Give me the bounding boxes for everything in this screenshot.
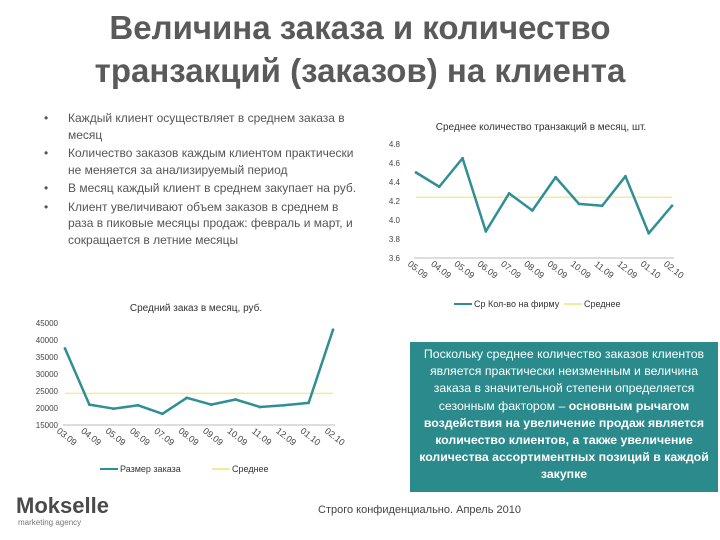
- order-size-x-tick-label: 04.09: [79, 425, 104, 448]
- transactions-chart-title: Среднее количество транзакций в месяц, шт.: [435, 122, 647, 133]
- transactions-y-tick-label: 4.0: [388, 216, 400, 225]
- order-size-x-tick-label: 12.09: [274, 425, 299, 448]
- conclusion-callout: [410, 342, 718, 492]
- order-size-legend-average: Среднее: [232, 464, 269, 474]
- bullet-item: • В месяц каждый клиент в среднем закупает на руб.: [44, 180, 362, 197]
- transactions-data-point: [601, 204, 604, 207]
- order-size-chart-title: Средний заказ в месяц, руб.: [129, 303, 263, 314]
- order-size-data-point: [185, 396, 188, 399]
- order-size-data-point: [137, 404, 140, 407]
- bullet-item: • Клиент увеличивают объем заказов в среднем в раза в пиковые месяцы продаж: февраль и март, и сокращается в летние месяцы: [44, 199, 362, 249]
- transactions-x-tick-label: 05.09: [405, 258, 430, 281]
- transactions-y-tick-label: 3.8: [388, 235, 400, 244]
- transactions-x-tick-label: 05.09: [452, 258, 477, 281]
- transactions-x-tick-label: 08.09: [522, 258, 547, 281]
- transactions-data-point: [624, 175, 627, 178]
- transactions-data-point: [578, 202, 581, 205]
- transactions-x-tick-label: 07.09: [498, 258, 523, 281]
- order-size-y-tick-label: 15000: [35, 421, 58, 430]
- transactions-x-tick-label: 12.09: [615, 258, 640, 281]
- order-size-data-point: [259, 406, 262, 409]
- transactions-y-tick-label: 4.2: [388, 197, 400, 206]
- transactions-data-point: [647, 232, 650, 235]
- order-size-x-tick-label: 03.09: [54, 425, 79, 448]
- order-size-x-tick-label: 01.10: [298, 425, 323, 448]
- order-size-y-tick-label: 30000: [35, 370, 58, 379]
- transactions-data-point: [461, 157, 464, 160]
- callout-text: Поскольку среднее количество заказов клиентов является практически неизменным и величина заказа в значительной степени определяется сезонным фактором –: [423, 347, 705, 413]
- order-size-data-point: [332, 328, 335, 331]
- order-size-y-tick-label: 20000: [35, 404, 58, 413]
- order-size-data-point: [283, 404, 286, 407]
- order-size-x-tick-label: 08.09: [176, 425, 201, 448]
- order-size-data-point: [234, 398, 237, 401]
- transactions-legend-average: Среднее: [584, 299, 621, 309]
- bullet-item: • Количество заказов каждым клиентом практически не меняется за анализируемый период: [44, 145, 362, 178]
- order-size-data-point: [161, 412, 164, 415]
- order-size-y-tick-label: 45000: [35, 319, 58, 328]
- order-size-x-tick-label: 10.09: [225, 425, 250, 448]
- order-size-x-tick-label: 11.09: [250, 425, 274, 448]
- order-size-data-point: [88, 403, 91, 406]
- order-size-y-tick-label: 25000: [35, 387, 58, 396]
- transactions-data-point: [554, 176, 557, 179]
- order-size-y-tick-label: 35000: [35, 353, 58, 362]
- order-size-data-point: [307, 402, 310, 405]
- order-size-data-point: [210, 403, 213, 406]
- transactions-y-tick-label: 4.4: [388, 178, 400, 187]
- title-line-1: Величина заказа и количество: [109, 9, 611, 46]
- transactions-series-line: [416, 158, 672, 233]
- transactions-x-tick-label: 10.09: [568, 258, 593, 281]
- transactions-legend-series: Ср Кол-во на фирму: [474, 299, 560, 309]
- transactions-data-point: [531, 209, 534, 212]
- transactions-y-tick-label: 3.6: [388, 254, 400, 263]
- footer-note: Строго конфиденциально. Апрель 2010: [318, 504, 521, 516]
- company-logo: [16, 494, 109, 528]
- logo-subtitle: marketing agency: [18, 518, 82, 527]
- order-size-x-tick-label: 05.09: [103, 425, 128, 448]
- order-size-x-tick-label: 06.09: [127, 425, 152, 448]
- transactions-x-tick-label: 11.09: [592, 258, 616, 281]
- transactions-data-point: [484, 230, 487, 233]
- order-size-x-tick-label: 09.09: [201, 425, 225, 448]
- order-size-x-tick-label: 02.10: [322, 425, 347, 448]
- order-size-y-tick-label: 40000: [35, 336, 58, 345]
- transactions-x-tick-label: 04.09: [429, 258, 454, 281]
- transactions-x-tick-label: 09.09: [545, 258, 570, 281]
- transactions-x-tick-label: 01.10: [638, 258, 663, 281]
- transactions-data-point: [671, 204, 674, 207]
- transactions-data-point: [438, 185, 441, 188]
- order-size-data-point: [64, 347, 67, 350]
- transactions-data-point: [508, 192, 511, 195]
- order-size-x-tick-label: 07.09: [152, 425, 177, 448]
- callout-bold-text: основным рычагом воздействия на увеличение продаж является количество клиентов, а также увеличение количества ассортиментных позиций в каждой закупке: [419, 398, 709, 482]
- transactions-data-point: [415, 171, 418, 174]
- title-line-2: транзакций (заказов) на клиента: [94, 52, 626, 89]
- order-size-data-point: [112, 407, 115, 410]
- transactions-x-tick-label: 06.09: [475, 258, 500, 281]
- transactions-y-tick-label: 4.8: [388, 140, 400, 149]
- bullet-item: • Каждый клиент осуществляет в среднем заказа в месяц: [44, 110, 362, 143]
- transactions-x-tick-label: 02.10: [661, 258, 686, 281]
- order-size-legend-series: Размер заказа: [120, 464, 181, 474]
- logo-name: Mokselle: [16, 493, 109, 518]
- transactions-y-tick-label: 4.6: [388, 159, 400, 168]
- order-size-series-line: [65, 330, 333, 414]
